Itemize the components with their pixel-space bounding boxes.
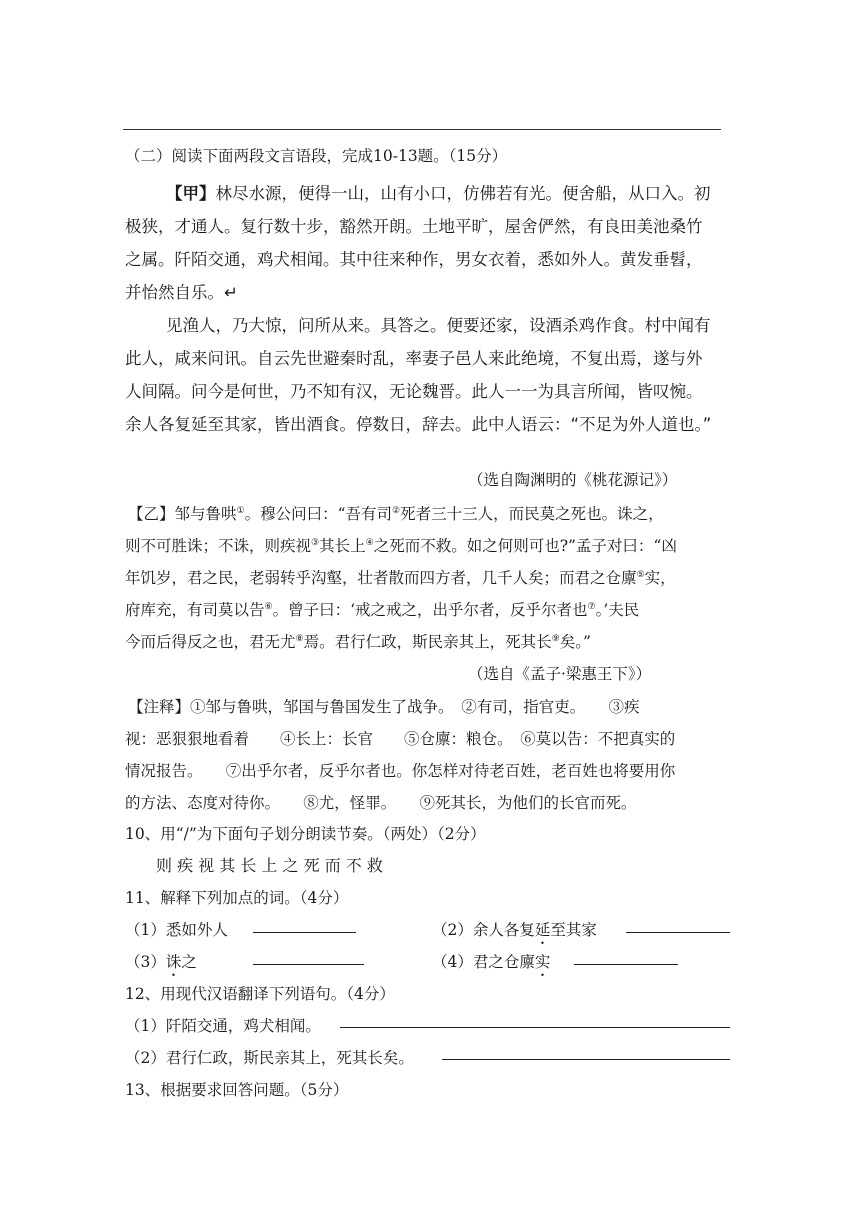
q11-answer-4[interactable] xyxy=(574,950,678,965)
note-ref-9: ⑨ xyxy=(551,633,560,644)
jia-line-3: 之属。阡陌交通，鸡犬相闻。其中往来种作，男女衣着，悉如外人。黄发垂髫， xyxy=(125,250,703,269)
header-rule xyxy=(123,129,721,130)
note-ref-3: ③ xyxy=(311,537,320,548)
q13-prompt: 13、根据要求回答问题。（5分） xyxy=(125,1081,349,1099)
jia-label: 【甲】 xyxy=(166,184,216,203)
note-ref-6: ⑥ xyxy=(264,601,273,612)
yi-line-5: 今而后得反之也，君无尤⑧焉。君行仁政，斯民亲其上，死其长⑨矣。” xyxy=(125,633,591,651)
q12-answer-1[interactable] xyxy=(340,1013,730,1028)
yi-source: （选自《孟子·梁惠王下》） xyxy=(468,665,652,683)
q11-dotted-4: 实 xyxy=(534,953,551,971)
notes-line-4: 的方法、态度对待你。 ⑧尤，怪罪。 ⑨死其长，为他们的长官而死。 xyxy=(125,794,637,812)
yi-line-1: 【乙】邹与鲁哄①。穆公问曰：“吾有司②死者三十三人，而民莫之死也。诛之， xyxy=(128,505,664,523)
q10-prompt: 10、用“/”为下面句子划分朗读节奏。（两处）（2分） xyxy=(125,825,486,843)
yi-line-2: 则不可胜诛；不诛，则疾视③其长上④之死而不救。如之何则可也?”孟子对曰：“凶 xyxy=(125,537,677,555)
notes-line-3: 情况报告。 ⑦出乎尔者，反乎尔者也。你怎样对待老百姓，老百姓也将要用你 xyxy=(125,762,676,780)
q11-item-1: （1）悉如外人 xyxy=(125,921,228,939)
q11-item-2: （2）余人各复延至其家 xyxy=(432,921,597,939)
q10-sentence: 则 疾 视 其 长 上 之 死 而 不 救 xyxy=(156,856,383,875)
q12-item-2: （2）君行仁政，斯民亲其上，死其长矣。 xyxy=(125,1049,414,1067)
yi-line-4: 府库充，有司莫以告⑥。曾子曰：‘戒之戒之，出乎尔者，反乎尔者也⑦。’夫民 xyxy=(125,601,640,619)
q11-answer-1[interactable] xyxy=(253,918,356,933)
q12-answer-2[interactable] xyxy=(442,1045,730,1060)
q11-dotted-3: 诛 xyxy=(165,953,182,971)
jia-line-1: 【甲】林尽水源，便得一山，山有小口，仿佛若有光。便舍船，从口入。初 xyxy=(166,184,711,203)
q12-prompt: 12、用现代汉语翻译下列语句。（4分） xyxy=(125,985,395,1003)
note-ref-7: ⑦ xyxy=(587,601,596,612)
jia-line-5: 见渔人，乃大惊，问所从来。具答之。便要还家，设酒杀鸡作食。村中闻有 xyxy=(166,316,711,335)
q11-answer-3[interactable] xyxy=(253,950,364,965)
note-ref-2: ② xyxy=(392,505,401,516)
jia-line-8: 余人各复延至其家，皆出酒食。停数日，辞去。此中人语云：“不足为外人道也。” xyxy=(125,415,712,434)
q12-item-1: （1）阡陌交通，鸡犬相闻。 xyxy=(125,1017,321,1035)
jia-line-4: 并怡然自乐。↵ xyxy=(125,283,238,302)
note-ref-4: ④ xyxy=(365,537,374,548)
yi-label: 【乙】 xyxy=(128,505,175,523)
jia-line-2: 极狭，才通人。复行数十步，豁然开朗。土地平旷，屋舍俨然，有良田美池桑竹 xyxy=(125,217,703,236)
q11-item-4: （4）君之仓廪实 xyxy=(432,953,551,971)
note-ref-1: ① xyxy=(236,505,245,516)
notes-line-1: 【注释】①邹与鲁哄，邹国与鲁国发生了战争。 ②有司，指官吏。 ③疾 xyxy=(128,698,640,716)
q11-prompt: 11、解释下列加点的词。（4分） xyxy=(125,889,349,907)
q11-answer-2[interactable] xyxy=(626,918,730,933)
note-ref-8: ⑧ xyxy=(295,633,304,644)
jia-source: （选自陶渊明的《桃花源记》） xyxy=(468,471,678,489)
yi-line-3: 年饥岁，君之民，老弱转乎沟壑，壮者散而四方者，几千人矣；而君之仓廪⑤实， xyxy=(125,569,676,587)
notes-label: 【注释】 xyxy=(128,698,191,716)
jia-line-7: 人间隔。问今是何世，乃不知有汉，无论魏晋。此人一一为具言所闻，皆叹惋。 xyxy=(125,382,703,401)
jia-line-6: 此人，咸来问讯。自云先世避秦时乱，率妻子邑人来此绝境，不复出焉，遂与外 xyxy=(125,349,703,368)
notes-line-2: 视：恶狠狠地看着 ④长上：长官 ⑤仓廪：粮仓。 ⑥莫以告：不把真实的 xyxy=(125,730,676,748)
section-title: （二）阅读下面两段文言语段，完成10-13题。（15分） xyxy=(125,147,508,165)
q11-dotted-2: 延 xyxy=(534,921,551,939)
q11-item-3: （3）诛之 xyxy=(125,953,197,971)
note-ref-5: ⑤ xyxy=(636,569,645,580)
